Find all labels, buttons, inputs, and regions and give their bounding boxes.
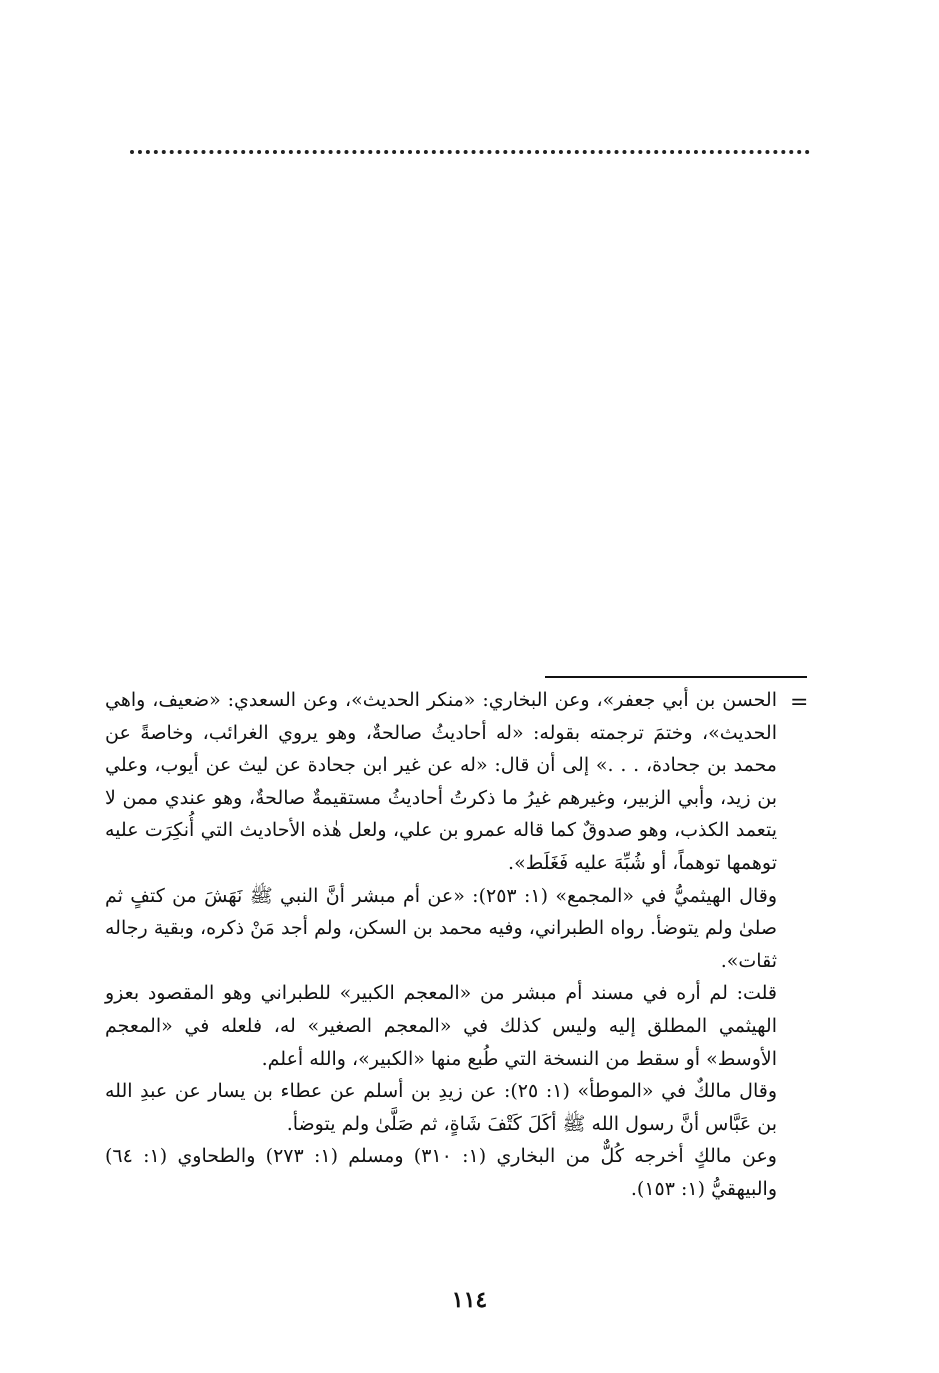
footnote-paragraph: الحسن بن أبي جعفر»، وعن البخاري: «منكر الحديث»، وعن السعدي: «ضعيف، واهي الحديث»، وختمَ ترجمته بقوله: «له أحاديثُ صالحةٌ، وهو يروي الغرائب، وخاصةً عن محمد بن جحادة، . . .» إلى أن قال: «له عن غير ابن جحادة عن ليث عن أيوب، وعلي بن زيد، وأبي الزبير، وغيرهم غيرُ ما ذكرتُ أحاديثُ مستقيمةٌ صالحةٌ، وهو عندي ممن لا يتعمد الكذب، وهو صدوقٌ كما قاله عمرو بن علي، ولعل هٰذه الأحاديث التي أُنكِرَت عليه توهمها توهماً، أو شُبِّهَ عليه فَغَلَط».	[105, 689, 777, 874]
page-number: ١١٤	[451, 1287, 488, 1313]
footnote-paragraph: وقال مالكٌ في «الموطأ» (١: ٢٥): عن زيدِ بن أسلم عن عطاء بن يسار عن عبدِ الله بن عَبَّاس أنَّ رسول الله ﷺ أكَلَ كَتْفَ شَاةٍ، ثم صَلَّىٰ ولم يتوضأ.	[105, 1080, 777, 1135]
footnote-paragraph: وعن مالكٍ أخرجه كُلٌّ من البخاري (١: ٣١٠) ومسلم (١: ٢٧٣) والطحاوي (١: ٦٤) والبيهقيُّ (١: ١٥٣).	[105, 1145, 777, 1200]
footnote-body	[105, 684, 777, 1206]
footnote-rule	[545, 676, 807, 678]
footnote-continuation-mark: =	[790, 690, 809, 715]
footnote-paragraph: وقال الهيثميُّ في «المجمع» (١: ٢٥٣): «عن أم مبشر أنَّ النبي ﷺ نَهَشَ من كتفٍ ثم صلىٰ ولم يتوضأ. رواه الطبراني، وفيه محمد بن السكن، ولم أجد مَنْ ذكره، وبقية رجاله ثقات».	[105, 884, 777, 972]
dotted-separator	[130, 150, 810, 154]
footnote-paragraph: قلت: لم أره في مسند أم مبشر من «المعجم الكبير» للطبراني وهو المقصود بعزو الهيثمي المطلق إليه وليس كذلك في «المعجم الصغير» له، فلعله في «المعجم الأوسط» أو سقط من النسخة التي طُبع منها «الكبير»، والله أعلم.	[105, 982, 777, 1070]
